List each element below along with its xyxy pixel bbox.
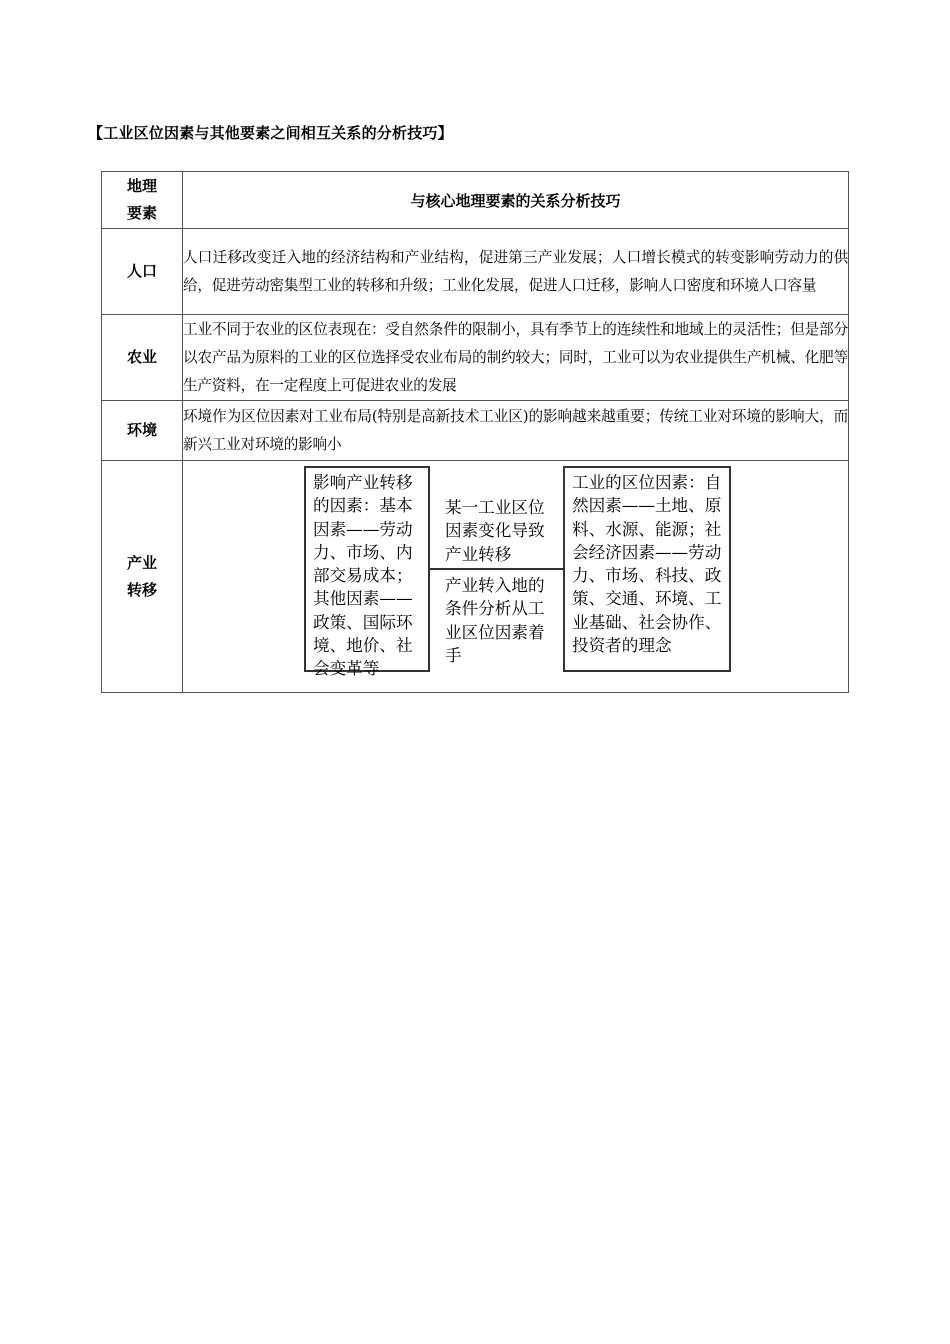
transfer-diagram <box>304 466 734 678</box>
row-key-environment: 环境 <box>102 401 183 461</box>
row-key-population: 人口 <box>102 229 183 315</box>
header-factor-cell <box>102 172 183 229</box>
row-key-industry-transfer <box>102 461 183 693</box>
table-row-agriculture <box>102 315 849 401</box>
header-factor-line2: 要素 <box>126 204 157 222</box>
table-header-row <box>102 172 849 229</box>
right-connector-line <box>551 568 563 570</box>
location-factors-box: 工业的区位因素：自然因素——土地、原料、水源、能源；社会经济因素——劳动力、市场、科技、政策、交通、环境、工业基础、社会协作、投资者的理念 <box>563 466 731 672</box>
row-key-transfer-line2: 转移 <box>126 580 157 599</box>
row-key-agriculture: 农业 <box>102 315 183 401</box>
left-connector-line <box>430 568 442 570</box>
analysis-table <box>101 171 849 693</box>
row-key-transfer-line1: 产业 <box>126 553 157 572</box>
row-text-population: 人口迁移改变迁入地的经济结构和产业结构，促进第三产业发展；人口增长模式的转变影响劳动力的供给，促进劳动密集型工业的转移和升级；工业化发展，促进人口迁移，影响人口密度和环境人口容量 <box>183 229 849 315</box>
page-title: 【工业区位因素与其他要素之间相互关系的分析技巧】 <box>88 124 453 142</box>
row-text-environment: 环境作为区位因素对工业布局(特别是高新技术工业区)的影响越来越重要；传统工业对环境的影响大，而新兴工业对环境的影响小 <box>183 401 849 461</box>
influence-factors-box: 影响产业转移的因素：基本因素——劳动力、市场、内部交易成本；其他因素——政策、国际环境、地价、社会变革等 <box>304 466 430 672</box>
table-row-environment <box>102 401 849 461</box>
table-row-industry-transfer <box>102 461 849 693</box>
destination-analysis-text: 产业转入地的条件分析从工业区位因素着手 <box>445 576 545 665</box>
header-technique-cell: 与核心地理要素的关系分析技巧 <box>183 172 849 229</box>
factor-change-text: 某一工业区位因素变化导致产业转移 <box>442 496 554 570</box>
row-text-agriculture: 工业不同于农业的区位表现在：受自然条件的限制小，具有季节上的连续性和地域上的灵活性；但是部分以农产品为原料的工业的区位选择受农业布局的制约较大；同时，工业可以为农业提供生产机械、化肥等生产资料，在一定程度上可促进农业的发展 <box>183 315 849 401</box>
header-factor-line1: 地理 <box>126 177 157 195</box>
transfer-diagram-cell <box>183 461 849 693</box>
table-row-population <box>102 229 849 315</box>
